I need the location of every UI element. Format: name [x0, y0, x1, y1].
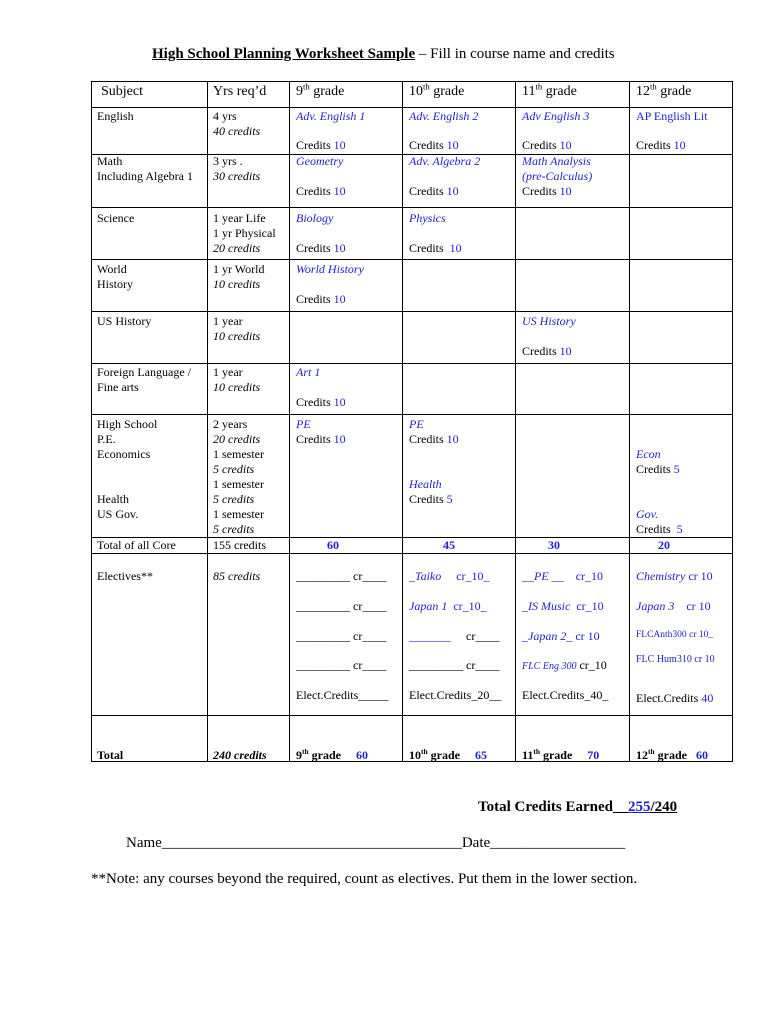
credits-us-11: Credits 10 — [522, 344, 572, 358]
credits-english-10: Credits 10 — [409, 138, 459, 152]
header-yrs: Yrs req’d — [213, 84, 267, 99]
course-math-11: Math Analysis — [522, 154, 591, 168]
course-english-12: AP English Lit — [636, 109, 708, 123]
subject-health: Health — [97, 492, 129, 506]
yrs-math: 3 yrs . — [213, 154, 243, 168]
credits-math-11: Credits 10 — [522, 184, 572, 198]
yrs-health: 1 semester — [213, 477, 264, 491]
table-border-left — [91, 81, 92, 762]
subject-math-note: Including Algebra 1 — [97, 169, 193, 183]
course-english-9: Adv. English 1 — [296, 109, 366, 123]
col-divider-5 — [629, 81, 630, 762]
elect-credits-9: Elect.Credits_____ — [296, 688, 389, 702]
elective-10-row2[interactable]: Japan 1 cr_10_ — [409, 599, 487, 613]
elective-9-row3[interactable]: _________ cr____ — [296, 629, 387, 643]
course-science-10: Physics — [409, 211, 446, 225]
elective-11-row3[interactable]: _Japan 2_ cr 10 — [522, 629, 600, 643]
elective-12-row3[interactable]: FLCAnth300 cr 10_ — [636, 630, 714, 640]
course-world-9: World History — [296, 262, 364, 276]
elective-11-row4[interactable]: FLC Eng 300 cr_10 — [522, 658, 607, 672]
yrs-english: 4 yrs — [213, 109, 237, 123]
credits-english-12: Credits 10 — [636, 138, 686, 152]
course-foreign-9: Art 1 — [296, 365, 321, 379]
total-10: 10th grade 65 — [409, 747, 487, 762]
subject-pe: High School — [97, 417, 158, 431]
yrs-foreign: 1 year — [213, 365, 243, 379]
subject-us-history: US History — [97, 314, 152, 328]
core-total-9: 60 — [327, 538, 339, 552]
course-math-10: Adv. Algebra 2 — [409, 154, 481, 168]
subject-world: World — [97, 262, 127, 276]
row-line — [91, 537, 733, 538]
elect-credits-10-wrap: _ — [409, 703, 415, 717]
yrs-science-2: 1 yr Physical — [213, 226, 276, 240]
credits-health-10: Credits 5 — [409, 492, 453, 506]
elective-12-row2[interactable]: Japan 3 cr 10 — [636, 599, 711, 613]
yrs-health-credits: 5 credits — [213, 492, 255, 506]
elect-credits-11: Elect.Credits_40_ — [522, 688, 609, 702]
core-total-10: 45 — [443, 538, 455, 552]
page-title — [152, 46, 615, 63]
header-9th: 9th grade — [296, 81, 345, 99]
yrs-science-1: 1 year Life — [213, 211, 266, 225]
total-yrs: 240 credits — [213, 748, 267, 762]
row-line — [91, 363, 733, 364]
row-line — [91, 311, 733, 312]
credits-english-11: Credits 10 — [522, 138, 572, 152]
course-pe-10: PE — [409, 417, 424, 431]
core-total-12: 20 — [658, 538, 670, 552]
yrs-core-total: 155 credits — [213, 538, 266, 552]
yrs-gov: 1 semester — [213, 507, 264, 521]
subject-pe-2: P.E. — [97, 432, 116, 446]
yrs-science-credits: 20 credits — [213, 241, 261, 255]
course-health-10: Health — [409, 477, 442, 491]
subject-core-total: Total of all Core — [97, 538, 176, 552]
row-line — [91, 259, 733, 260]
course-science-9: Biology — [296, 211, 334, 225]
yrs-world-credits: 10 credits — [213, 277, 261, 291]
core-total-11: 30 — [548, 538, 560, 552]
subject-economics: Economics — [97, 447, 151, 461]
course-math-11-note: (pre-Calculus) — [522, 169, 593, 183]
header-10th: 10th grade — [409, 81, 465, 99]
course-econ-12: Econ — [636, 447, 661, 461]
col-divider-1 — [207, 81, 208, 762]
header-12th: 12th grade — [636, 81, 692, 99]
credits-gov-12: Credits 5 — [636, 522, 683, 536]
subject-electives: Electives** — [97, 569, 153, 583]
subject-foreign: Foreign Language / — [97, 365, 191, 379]
row-line — [91, 107, 733, 108]
date-field[interactable]: __________________ — [490, 835, 626, 851]
title-rest: – Fill in course name and credits — [415, 46, 615, 62]
subject-science: Science — [97, 211, 135, 225]
course-gov-12: Gov. — [636, 507, 659, 521]
date-label: Date — [461, 835, 491, 851]
credits-math-9: Credits 10 — [296, 184, 346, 198]
credits-pe-9: Credits 10 — [296, 432, 346, 446]
col-divider-4 — [515, 81, 516, 762]
name-label: Name — [126, 835, 162, 851]
yrs-electives: 85 credits — [213, 569, 261, 583]
credits-foreign-9: Credits 10 — [296, 395, 346, 409]
row-line — [91, 207, 733, 208]
yrs-math-credits: 30 credits — [213, 169, 261, 183]
subject-math: Math — [97, 154, 123, 168]
elective-9-row2[interactable]: _________ cr____ — [296, 599, 387, 613]
credits-world-9: Credits 10 — [296, 292, 346, 306]
total-label: Total — [97, 748, 124, 762]
row-line — [91, 553, 733, 554]
header-11th: 11th grade — [522, 81, 577, 99]
credits-english-9: Credits 10 — [296, 138, 346, 152]
elective-11-row1[interactable]: __PE __ cr_10 — [522, 569, 603, 583]
row-line — [91, 414, 733, 415]
elective-9-row1[interactable]: _________ cr____ — [296, 569, 387, 583]
elective-9-row4[interactable]: _________ cr____ — [296, 658, 387, 672]
subject-world-2: History — [97, 277, 133, 291]
elective-10-row3[interactable]: _______ cr____ — [409, 629, 500, 643]
subject-us-gov: US Gov. — [97, 507, 139, 521]
credits-econ-12: Credits 5 — [636, 462, 680, 476]
header-subject: Subject — [101, 84, 143, 99]
course-us-11: US History — [522, 314, 576, 328]
col-divider-3 — [402, 81, 403, 762]
col-divider-2 — [289, 81, 290, 762]
yrs-english-credits: 40 credits — [213, 124, 261, 138]
footer-note: **Note: any courses beyond the required, count as electives. Put them in the lower section. — [91, 871, 638, 887]
row-line — [91, 81, 733, 82]
yrs-gov-credits: 5 credits — [213, 522, 255, 536]
yrs-us-credits: 10 credits — [213, 329, 261, 343]
name-field[interactable]: ________________________________________ — [161, 835, 462, 851]
elect-credits-12: Elect.Credits 40 — [636, 691, 714, 705]
total-9: 9th grade 60 — [296, 747, 368, 762]
yrs-econ-credits: 5 credits — [213, 462, 255, 476]
credits-science-10: Credits 10 — [409, 241, 462, 255]
elective-11-row2[interactable]: _IS Music cr_10 — [522, 599, 604, 613]
course-english-11: Adv English 3 — [522, 109, 590, 123]
yrs-us: 1 year — [213, 314, 243, 328]
course-math-9: Geometry — [296, 154, 344, 168]
subject-fine-arts: Fine arts — [97, 380, 139, 394]
yrs-world: 1 yr World — [213, 262, 265, 276]
credits-pe-10: Credits 10 — [409, 432, 459, 446]
subject-english: English — [97, 109, 134, 123]
yrs-pe-credits: 20 credits — [213, 432, 261, 446]
name-date-line — [126, 835, 625, 852]
elective-12-row4[interactable]: FLC Hum310 cr 10 — [636, 654, 715, 665]
credits-science-9: Credits 10 — [296, 241, 346, 255]
yrs-foreign-credits: 10 credits — [213, 380, 261, 394]
elective-10-row1[interactable]: _Taiko cr_10_ — [409, 569, 490, 583]
elect-credits-10: Elect.Credits_20__ — [409, 688, 502, 702]
elective-12-row1[interactable]: Chemistry cr 10 — [636, 569, 713, 583]
title-main: High School Planning Worksheet Sample — [152, 46, 416, 62]
credits-math-10: Credits 10 — [409, 184, 459, 198]
total-11: 11th grade 70 — [522, 747, 600, 762]
elective-10-row4[interactable]: _________ cr____ — [409, 658, 500, 672]
course-english-10: Adv. English 2 — [409, 109, 479, 123]
table-border-right — [732, 81, 733, 762]
yrs-econ: 1 semester — [213, 447, 264, 461]
total-credits-earned: Total Credits Earned__255/240 — [478, 799, 678, 815]
course-pe-9: PE — [296, 417, 311, 431]
yrs-pe: 2 years — [213, 417, 248, 431]
total-12: 12th grade 60 — [636, 747, 708, 762]
